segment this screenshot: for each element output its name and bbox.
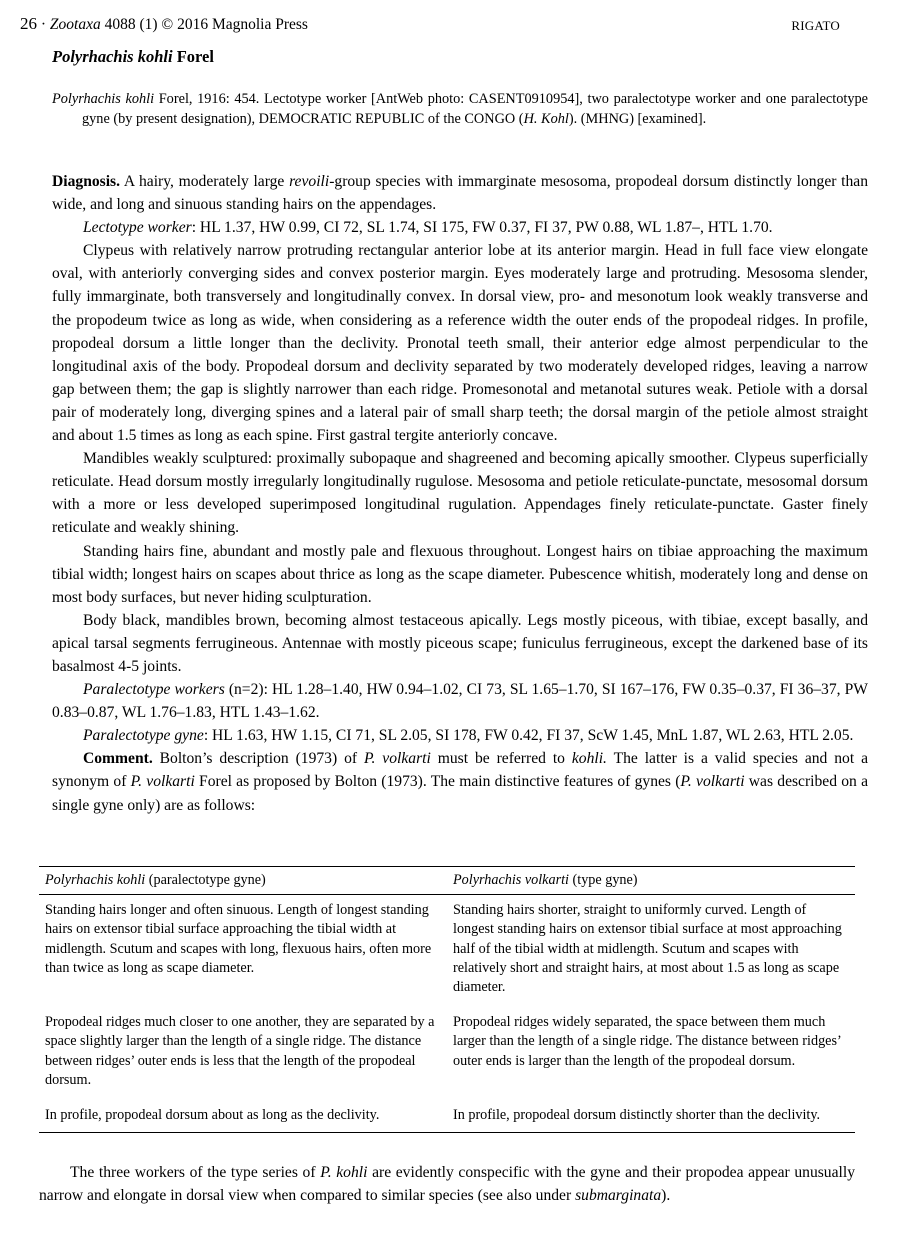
paralectotype-workers-measurements: Paralectotype workers (n=2): HL 1.28–1.40, HW 0.94–1.02, CI 73, SL 1.65–1.70, SI 167–176, FW 0.35–0.37, FI 36–37, PW 0.83–0.87, WL 1.76–1.83, HTL 1.43–1.62.: [52, 681, 868, 722]
type-citation: [52, 90, 868, 129]
table-header-row: [39, 867, 855, 895]
colour-paragraph: Body black, mandibles brown, becoming almost testaceous apically. Legs mostly piceous, with tibiae, except basally, and apical tarsal segments ferrugineous. Antennae with mostly piceous scape; funiculus ferrugineous, except the darkened base of its basalmost 4-5 joints.: [52, 611, 868, 675]
paralectotype-gyne-measurements: Paralectotype gyne: HL 1.63, HW 1.15, CI 71, SL 2.05, SI 178, FW 0.42, FI 37, ScW 1.45, MnL 1.87, WL 2.63, HTL 2.05.: [83, 727, 854, 745]
table-row: [39, 1011, 855, 1104]
closing-paragraph: The three workers of the type series of P. kohli are evidently conspecific with the gyne and their propodea appear unusually narrow and elongate in dorsal view when compared to similar species (see also under submarginata).: [39, 1164, 855, 1205]
paralectotype-workers-label: Paralectotype workers: [83, 681, 225, 699]
table-cell-kohli: Propodeal ridges much closer to one another, they are separated by a space slightly larger than the length of a single ridge. The distance between ridges’ outer ends is less that the length of the propodeal dorsum.: [45, 1014, 435, 1088]
species-heading-authority: Forel: [176, 47, 214, 66]
structure-paragraph: Clypeus with relatively narrow protruding rectangular anterior lobe at its anterior margin. Head in full face view elongate oval, with anteriorly converging sides and convex posterior margin. Eyes moderately large and protruding. Mesosoma slender, fully immarginate, both transversely and longitudinally convex. In dorsal view, pro- and mesonotum look weakly transverse and the propodeum twice as long as wide, when considering as a reference width the outer ends of the propodeal ridges. In profile, propodeal dorsum a little longer than the declivity. Pronotal teeth small, their anterior edge almost perpendicular to the longitudinal axis of the body. Propodeal dorsum and declivity separated by two moderately developed ridges, leaving a narrow gap between them; the gap is slightly narrower than each ridge. Promesonotal and metanotal sutures weak. Petiole with a dorsal pair of moderately long, diverging spines and a lateral pair of small sharp teeth; the dorsal margin of the petiole almost straight and about 1.5 times as long as each spine. First gastral tergite anteriorly concave.: [52, 242, 868, 445]
cross-reference: submarginata: [575, 1187, 662, 1205]
type-citation-depository: ). (MHNG) [examined].: [568, 110, 707, 127]
table-header-kohli: Polyrhachis kohli (paralectotype gyne): [39, 867, 447, 895]
type-citation-text: Forel, 1916: 454. Lectotype worker [AntWeb photo: CASENT0910954], two paralectotype worker and one paralectotype gyne (by present designation), DEMOCRATIC REPUBLIC of the CONGO (: [82, 91, 868, 127]
author-running-head: RIGATO: [791, 18, 840, 33]
table-row: [39, 1104, 855, 1133]
running-head: [20, 13, 840, 37]
gyne-comparison-table: [39, 866, 855, 1133]
type-citation-collector: H. Kohl: [523, 110, 569, 127]
species-heading-name: Polyrhachis kohli: [52, 47, 173, 66]
running-head-separator: ·: [40, 16, 47, 33]
pilosity-paragraph: Standing hairs fine, abundant and mostly pale and flexuous throughout. Longest hairs on tibiae approaching the maximum tibial width; longest hairs on scapes about thrice as long as the scape diameter. Pubescence whitish, moderately long and dense on most body surfaces, but never hiding sculpturation.: [52, 542, 868, 606]
journal-issue: 4088 (1) © 2016 Magnolia Press: [104, 16, 308, 33]
table-row: [39, 895, 855, 1012]
lectotype-label: Lectotype worker: [83, 219, 192, 237]
table-cell-kohli: In profile, propodeal dorsum about as long as the declivity.: [39, 1104, 447, 1133]
table-header-volkarti: Polyrhachis volkarti (type gyne): [447, 867, 855, 895]
diagnosis-paragraph: Diagnosis. A hairy, moderately large revoili-group species with immarginate mesosoma, propodeal dorsum distinctly longer than wide, and long and sinuous standing hairs on the appendages.: [52, 173, 868, 214]
paralectotype-gyne-label: Paralectotype gyne: [83, 727, 204, 745]
species-group-name: revoili: [289, 173, 330, 190]
sculpture-paragraph: Mandibles weakly sculptured: proximally subopaque and shagreened and becoming apically smoother. Clypeus superficially reticulate. Head dorsum mostly irregularly longitudinally rugulose. Mesosoma and petiole reticulate-punctate, mesosomal dorsum with a more or less developed superimposed longitudinal rugulation. Appendages finely reticulate-punctate. Gaster finely reticulate and weakly shining.: [52, 450, 868, 537]
table-cell-volkarti: Standing hairs shorter, straight to uniformly curved. Length of longest standing hairs on extensor tibial surface at most approaching half of the tibial width at midlength. Scutum and scapes with relatively short and straight hairs, at most about 1.5 as long as scape diameter.: [453, 902, 842, 996]
lectotype-measurements: Lectotype worker: HL 1.37, HW 0.99, CI 72, SL 1.74, SI 175, FW 0.37, FI 37, PW 0.88, WL 1.87–, HTL 1.70.: [83, 219, 773, 237]
type-citation-name: Polyrhachis kohli: [52, 91, 155, 107]
page-number: 26: [20, 14, 37, 33]
table-cell-volkarti: In profile, propodeal dorsum distinctly shorter than the declivity.: [447, 1104, 855, 1133]
comment-heading: Comment.: [83, 750, 153, 768]
diagnosis-heading: Diagnosis.: [52, 173, 121, 190]
comment-paragraph: Comment. Bolton’s description (1973) of P. volkarti must be referred to kohli. The latter is a valid species and not a synonym of P. volkarti Forel as proposed by Bolton (1973). The main distinctive features of gynes (P. volkarti was described on a single gyne only) are as follows:: [52, 750, 868, 814]
journal-name: Zootaxa: [49, 16, 101, 33]
species-description: [52, 170, 868, 846]
table-cell-kohli: Standing hairs longer and often sinuous. Length of longest standing hairs on extensor tibial surface approaching the tibial width at midlength. Scutum and scapes with long, flexuous hairs, often more than twice as long as scape diameter.: [45, 902, 432, 976]
species-heading: [52, 46, 214, 68]
table-cell-volkarti: Propodeal ridges widely separated, the space between them much larger than the length of a single ridge. The distance between ridges’ outer ends is larger than the length of the propodeal dorsum.: [453, 1014, 841, 1069]
